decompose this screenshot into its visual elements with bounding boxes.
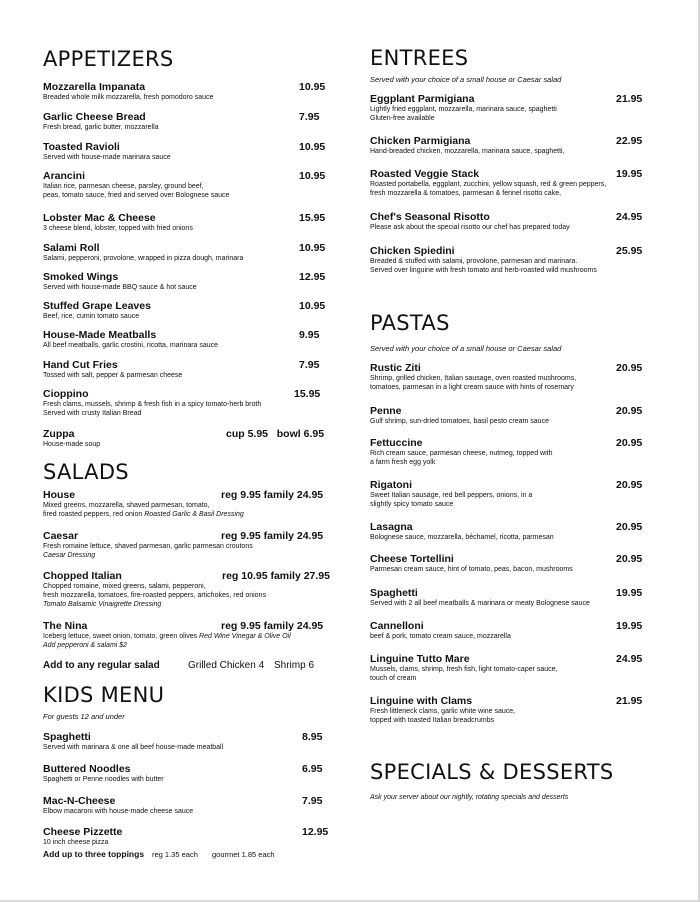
menu-item [43,795,343,816]
item-desc: Shrimp, grilled chicken, Italian sausage, oven roasted mushrooms, [370,375,577,382]
pastas-subtitle: Served with your choice of a small house or Caesar salad [370,344,562,353]
item-price: 20.95 [616,553,643,565]
item-name: Spaghetti [370,587,418,599]
toppings-reg-price: reg 1.35 each [152,850,198,859]
toppings-label: Add up to three toppings [43,849,145,859]
item-price: 21.95 [616,93,643,105]
menu-item [370,168,670,198]
menu-item [370,405,670,426]
item-desc: Served with crusty Italian Bread [43,410,142,417]
item-price: 10.95 [299,81,326,93]
menu-item [370,587,670,608]
menu-item [370,135,670,156]
menu-item [43,271,343,292]
item-name: Chicken Spiedini [370,245,455,257]
item-name: Lasagna [370,521,413,533]
menu-item [370,521,670,542]
item-price: reg 9.95 family 24.95 [221,620,324,632]
item-price: 10.95 [299,141,326,153]
item-desc: Gulf shrimp, sun-dried tomatoes, basil pesto cream sauce [370,418,549,425]
item-name: Penne [370,405,402,417]
item-desc: Chopped romaine, mixed greens, salami, pepperoni, [43,583,206,590]
item-price: 24.95 [616,211,643,223]
salad-addon-chicken: Grilled Chicken 4 [188,660,265,671]
item-desc: Please ask about the special risotto our chef has prepared today [370,224,570,231]
item-price: 12.95 [299,271,326,283]
item-name: Chef's Seasonal Risotto [370,211,490,223]
menu-item [370,362,670,392]
item-price: 19.95 [616,620,643,632]
item-desc: tomatoes, parmesan in a light cream sauce with hints of rosemary [370,384,574,391]
item-name: Chopped Italian [43,570,122,582]
item-name: Salami Roll [43,242,100,254]
entrees-heading: ENTREES [370,46,469,70]
entrees-subtitle: Served with your choice of a small house or Caesar salad [370,75,562,84]
item-price: 20.95 [616,521,643,533]
kids-menu-subtitle: For guests 12 and under [43,712,125,721]
item-price: 15.95 [294,388,321,400]
item-price: 20.95 [616,437,643,449]
menu-item [43,731,343,752]
item-name: The Nina [43,620,88,632]
menu-item [43,620,343,650]
menu-item [370,211,670,232]
item-desc: All beef meatballs, garlic crostini, ricotta, marinara sauce [43,342,219,349]
item-price: 22.95 [616,135,643,147]
item-desc: Tossed with salt, pepper & parmesan cheese [43,372,183,379]
item-name: Zuppa [43,428,75,440]
specials-desserts-subtitle: Ask your server about our nightly, rotating specials and desserts [370,794,569,801]
item-price: 9.95 [299,329,320,341]
menu-item [43,212,343,233]
item-price: 12.95 [302,826,329,838]
item-name: Lobster Mac & Cheese [43,212,156,224]
item-desc: slightly spicy tomato sauce [370,501,454,508]
item-desc: a farm fresh egg yolk [370,459,436,466]
menu-item [43,489,343,519]
menu-item [43,826,343,847]
item-desc: fired roasted peppers, red onion Roasted Garlic & Basil Dressing [43,511,244,518]
item-price: 19.95 [616,587,643,599]
item-desc: Lightly fried eggplant, mozzarella, marinara sauce, spaghetti [370,106,557,113]
item-desc: fresh mozzarella & tomatoes, parmesan & fennel risotto cake, [370,190,562,197]
item-desc: Gluten-free available [370,115,435,122]
menu-item [43,530,343,560]
item-name: Mozzarella Impanata [43,81,146,93]
menu-item [370,245,670,275]
item-desc: Served with marinara & one all beef house-made meatball [43,744,224,751]
item-desc: Bolognese sauce, mozzarella, béchamel, ricotta, parmesan [370,534,554,541]
item-desc: 10 inch cheese pizza [43,839,109,846]
item-desc: Iceberg lettuce, sweet onion, tomato, green olives Red Wine Vinegar & Olive Oil [43,633,291,640]
item-name: Buttered Noodles [43,763,131,775]
item-desc: 3 cheese blend, lobster, topped with fried onions [43,225,193,232]
item-desc: topped with toasted Italian breadcrumbs [370,717,495,724]
menu-item [370,620,670,641]
item-price: 15.95 [299,212,326,224]
item-desc: Italian rice, parmesan cheese, parsley, ground beef, [43,183,204,190]
salads-heading: SALADS [43,460,129,484]
item-desc: Hand-breaded chicken, mozzarella, marinara sauce, spaghetti, [370,148,565,155]
salad-addons-label: Add to any regular salad [43,660,160,671]
menu-item [43,763,343,784]
appetizers-heading: APPETIZERS [43,47,174,71]
menu-item [43,300,343,321]
menu-item [43,428,343,449]
item-name: Cannelloni [370,620,424,632]
item-desc: Mussels, clams, shrimp, fresh fish, light tomato-caper sauce, [370,666,558,673]
item-desc: Breaded & stuffed with salami, provolone, parmesan and marinara. [370,258,578,265]
item-desc: Beef, rice, cumin tomato sauce [43,313,140,320]
item-name: Roasted Veggie Stack [370,168,480,180]
item-name: Chicken Parmigiana [370,135,471,147]
item-price: cup 5.95 bowl 6.95 [226,428,325,440]
menu-item [370,653,670,683]
item-desc: Served over linguine with fresh tomato and herb-roasted wild mushrooms [370,267,597,274]
item-name: Linguine with Clams [370,695,473,707]
menu-item [370,93,670,123]
item-desc: Parmesan cream sauce, hint of tomato, peas, bacon, mushrooms [370,566,573,573]
menu-item [43,242,343,263]
item-desc: Fresh bread, garlic butter, mozzarella [43,124,159,131]
kids-menu-heading: KIDS MENU [43,683,165,707]
menu-item [370,553,670,574]
item-desc: peas, tomato sauce, fried and served over Bolognese sauce [43,192,230,199]
specials-desserts-heading: SPECIALS & DESSERTS [370,760,614,784]
item-price: 10.95 [299,170,326,182]
item-desc: Salami, pepperoni, provolone, wrapped in pizza dough, marinara [43,255,244,262]
item-name: Cheese Tortellini [370,553,454,565]
item-name: Rigatoni [370,479,412,491]
menu-item [370,695,670,725]
salad-addon-shrimp: Shrimp 6 [274,660,315,671]
menu-item [370,479,670,509]
item-price: 10.95 [299,300,326,312]
item-desc: Spaghetti or Penne noodles with butter [43,776,164,783]
item-desc: Fresh littleneck clams, garlic white wine sauce, [370,708,516,715]
item-name: Garlic Cheese Bread [43,111,146,123]
menu-item [43,329,343,350]
item-name: Eggplant Parmigiana [370,93,475,105]
item-price: 25.95 [616,245,643,257]
item-desc: Served with house-made marinara sauce [43,154,171,161]
item-desc: Sweet Italian sausage, red bell peppers, onions, in a [370,492,533,499]
menu-item [370,437,670,467]
item-price: 19.95 [616,168,643,180]
item-name: Smoked Wings [43,271,119,283]
pastas-heading: PASTAS [370,311,450,335]
item-price: reg 9.95 family 24.95 [221,489,324,501]
menu-item [43,111,343,132]
item-desc: Served with 2 all beef meatballs & marinara or meaty Bolognese sauce [370,600,590,607]
menu-item [43,81,343,102]
item-name: House-Made Meatballs [43,329,157,341]
item-name: Caesar [43,530,79,542]
item-price: 7.95 [302,795,323,807]
item-price: 24.95 [616,653,643,665]
item-price: 7.95 [299,111,320,123]
item-name: Arancini [43,170,86,182]
item-desc: touch of cream [370,675,417,682]
item-price: 10.95 [299,242,326,254]
item-price: 20.95 [616,479,643,491]
item-desc: Roasted portabella, eggplant, zucchini, yellow squash, red & green peppers, [370,181,607,188]
item-price: reg 10.95 family 27.95 [222,570,330,582]
item-desc: fresh mozzarella, tomatoes, fire-roasted peppers, artichokes, red onions [43,592,266,599]
item-desc: Mixed greens, mozzarella, shaved parmesan, tomato, [43,502,210,509]
item-price: 21.95 [616,695,643,707]
item-price: 6.95 [302,763,323,775]
item-desc: Breaded whole milk mozzarella, fresh pomodoro sauce [43,94,214,101]
item-price: 7.95 [299,359,320,371]
item-desc: Fresh romaine lettuce, shaved parmesan, garlic parmesan croutons [43,543,253,550]
item-name: Hand Cut Fries [43,359,118,371]
menu-item [43,388,343,418]
item-desc: Fresh clams, mussels, shrimp & fresh fish in a spicy tomato-herb broth [43,401,262,408]
item-addon: Add pepperoni & salami $2 [43,642,128,649]
item-price: 20.95 [616,405,643,417]
item-name: Fettuccine [370,437,423,449]
toppings-gourmet-price: gourmet 1.85 each [212,850,275,859]
item-dressing: Tomato Balsamic Vinaigrette Dressing [43,601,162,608]
item-desc: beef & pork, tomato cream sauce, mozzarella [370,633,511,640]
item-name: Toasted Ravioli [43,141,120,153]
item-name: Cheese Pizzette [43,826,123,838]
menu-item [43,359,343,380]
item-price: 8.95 [302,731,323,743]
item-price: 20.95 [616,362,643,374]
item-desc: House-made soup [43,441,101,448]
item-desc: Rich cream sauce, parmesan cheese, nutmeg, topped with [370,450,553,457]
item-name: Cioppino [43,388,89,400]
item-desc: Served with house-made BBQ sauce & hot sauce [43,284,197,291]
item-name: House [43,489,76,501]
item-name: Spaghetti [43,731,91,743]
item-name: Stuffed Grape Leaves [43,300,151,312]
menu-item [43,141,343,162]
item-name: Linguine Tutto Mare [370,653,470,665]
item-dressing: Caesar Dressing [43,552,96,559]
menu-item [43,170,343,200]
item-name: Rustic Ziti [370,362,421,374]
item-price: reg 9.95 family 24.95 [221,530,324,542]
item-name: Mac-N-Cheese [43,795,116,807]
item-desc: Elbow macaroni with house-made cheese sauce [43,808,194,815]
menu-item [43,570,343,609]
